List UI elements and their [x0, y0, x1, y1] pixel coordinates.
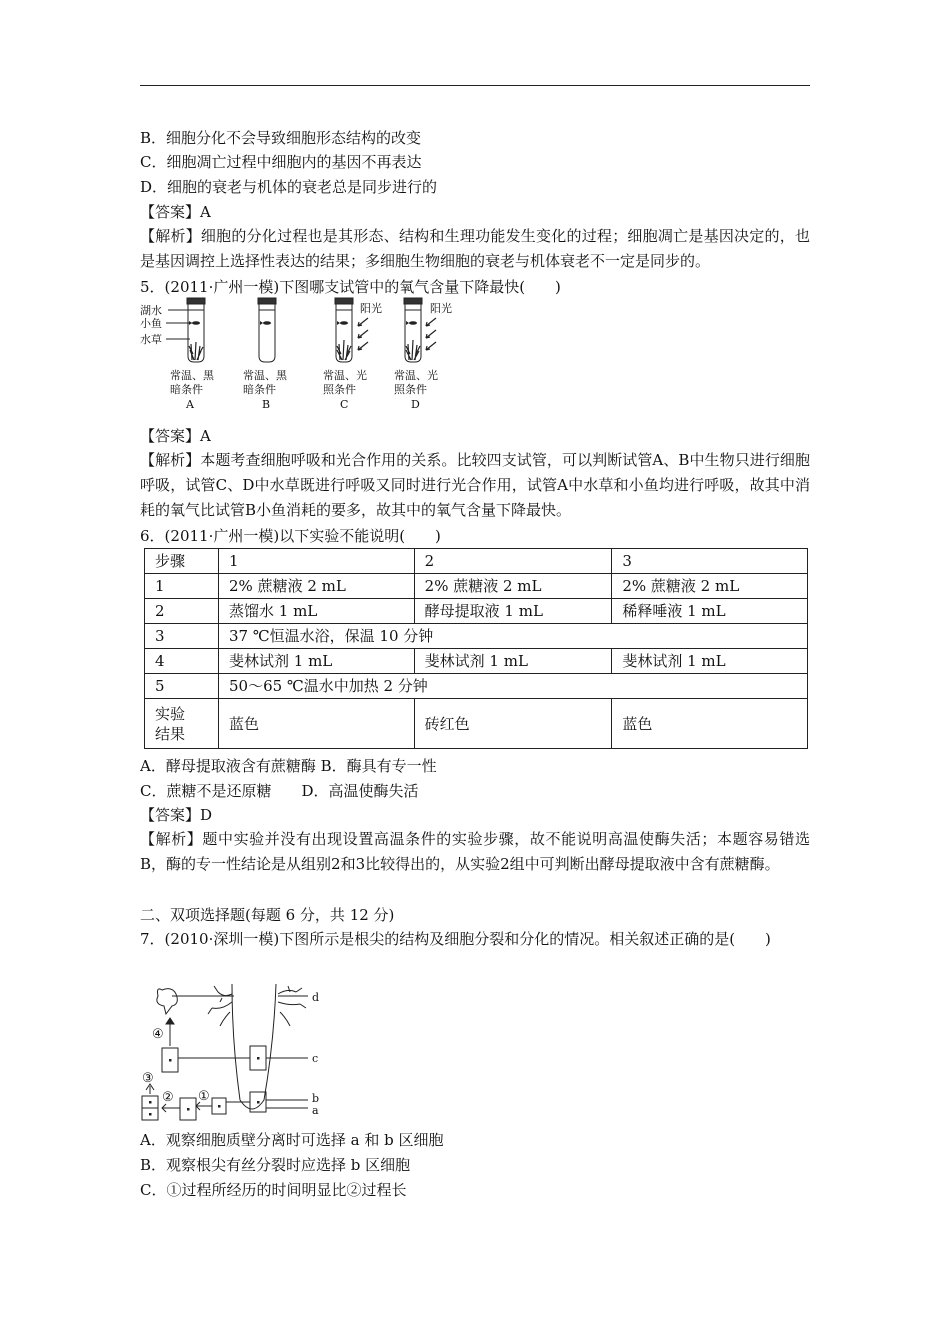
- tube-d-condition-1: 常温、光: [394, 369, 438, 382]
- zone-d-label: d: [312, 991, 320, 1004]
- table-cell: 斐林试剂 1 mL: [612, 649, 808, 674]
- table-cell: 步骤: [145, 549, 219, 574]
- q5-answer: 【答案】A: [140, 427, 211, 445]
- zone-a-label: a: [312, 1104, 319, 1117]
- tube-c-condition-2: 照条件: [323, 383, 356, 396]
- table-cell: 稀释唾液 1 mL: [612, 599, 808, 624]
- tube-d-cap: [404, 298, 422, 304]
- q4-option-c: C．细胞凋亡过程中细胞内的基因不再表达: [140, 153, 422, 171]
- table-cell: 50～65 ℃温水中加热 2 分钟: [219, 674, 808, 699]
- test-tube-b: [259, 302, 275, 362]
- table-cell: 酵母提取液 1 mL: [414, 599, 612, 624]
- process-2-label: ②: [162, 1090, 174, 1105]
- table-row: [145, 674, 808, 699]
- fish-icons: [189, 321, 417, 325]
- table-cell: 蓝色: [219, 699, 415, 749]
- tube-c-condition-1: 常温、光: [323, 369, 367, 382]
- table-cell: 3: [612, 549, 808, 574]
- table-cell: 1: [145, 574, 219, 599]
- zone-b-label: b: [312, 1092, 320, 1105]
- table-cell: 蒸馏水 1 mL: [219, 599, 415, 624]
- water-weed-icons: [189, 340, 420, 360]
- q6-analysis: 【解析】题中实验并没有出现设置高温条件的实验步骤，故不能说明高温使酶失活；本题容易错选B，酶的专一性结论是从组别2和3比较得出的，从实验2组中可判断出酵母提取液中含有蔗糖酶。: [140, 830, 810, 873]
- q6-stem: 6．(2011·广州一模)以下实验不能说明( ): [140, 527, 441, 545]
- table-cell: 2% 蔗糖液 2 mL: [219, 574, 415, 599]
- table-cell: 5: [145, 674, 219, 699]
- tube-d-condition-2: 照条件: [394, 383, 427, 396]
- table-cell: 1: [219, 549, 415, 574]
- q5-test-tube-figure: [140, 296, 470, 414]
- table-row: [145, 574, 808, 599]
- table-row: [145, 649, 808, 674]
- result-label-line-2: 结果: [155, 724, 186, 743]
- experiment-table: [144, 548, 808, 749]
- test-tube-a: [188, 302, 204, 362]
- label-water-weed: 水草: [140, 333, 162, 346]
- table-cell: 4: [145, 649, 219, 674]
- tube-a-condition-1: 常温、黑: [170, 369, 214, 382]
- tube-a-cap: [187, 298, 205, 304]
- table-cell: 2% 蔗糖液 2 mL: [414, 574, 612, 599]
- table-cell: 2: [145, 599, 219, 624]
- process-1-label: ①: [198, 1089, 210, 1104]
- label-sunlight-d: 阳光: [430, 302, 452, 315]
- tube-b-condition-2: 暗条件: [243, 383, 276, 396]
- result-label-line-1: 实验: [155, 704, 186, 723]
- table-cell: 37 ℃恒温水浴，保温 10 分钟: [219, 624, 808, 649]
- q7-option-a: A．观察细胞质壁分离时可选择 a 和 b 区细胞: [140, 1131, 444, 1149]
- tube-b-cap: [258, 298, 276, 304]
- tube-b-condition-1: 常温、黑: [243, 369, 287, 382]
- table-cell: 2: [414, 549, 612, 574]
- q6-options-ab: A．酵母提取液含有蔗糖酶 B．酶具有专一性: [140, 757, 437, 775]
- q7-option-b: B．观察根尖有丝分裂时应选择 b 区细胞: [140, 1156, 411, 1174]
- table-cell: 蓝色: [612, 699, 808, 749]
- q5-stem: 5．(2011·广州一模)下图哪支试管中的氧气含量下降最快( ): [140, 278, 561, 296]
- q4-option-d: D．细胞的衰老与机体的衰老总是同步进行的: [140, 178, 438, 196]
- table-cell: 斐林试剂 1 mL: [219, 649, 415, 674]
- table-cell: 斐林试剂 1 mL: [414, 649, 612, 674]
- q6-options-cd: C．蔗糖不是还原糖 D．高温使酶失活: [140, 782, 419, 800]
- label-sunlight-c: 阳光: [360, 302, 382, 315]
- tube-d-letter: D: [411, 398, 420, 411]
- table-cell-result-label: [145, 699, 219, 749]
- tube-c-letter: C: [340, 398, 349, 411]
- zone-c-label: c: [312, 1052, 319, 1065]
- differentiated-cell: [157, 989, 177, 1014]
- process-4-label: ④: [152, 1027, 164, 1042]
- table-cell: 2% 蔗糖液 2 mL: [612, 574, 808, 599]
- header-rule: [140, 85, 810, 86]
- q4-option-b: B．细胞分化不会导致细胞形态结构的改变: [140, 129, 422, 147]
- tube-a-condition-2: 暗条件: [170, 383, 203, 396]
- label-fish: 小鱼: [140, 317, 162, 330]
- table-row: [145, 599, 808, 624]
- process-3-label: ③: [142, 1071, 154, 1086]
- label-lake-water: 湖水: [140, 304, 162, 317]
- table-cell: 砖红色: [414, 699, 612, 749]
- q6-answer: 【答案】D: [140, 806, 213, 824]
- tube-b-letter: B: [262, 398, 271, 411]
- q7-option-c: C．①过程所经历的时间明显比②过程长: [140, 1181, 407, 1199]
- tube-a-letter: A: [186, 398, 194, 411]
- q5-analysis: 【解析】本题考查细胞呼吸和光合作用的关系。比较四支试管，可以判断试管A、B中生物只进行细胞呼吸，试管C、D中水草既进行呼吸又同时进行光合作用，试管A中水草和小鱼均进行呼吸，故其中消耗的氧气比试管B小鱼消耗的要多，故其中的氧气含量下降最快。: [140, 451, 810, 519]
- q7-root-tip-figure: [140, 982, 340, 1122]
- tube-c-cap: [335, 298, 353, 304]
- table-row: [145, 699, 808, 749]
- table-row: [145, 549, 808, 574]
- q4-answer: 【答案】A: [140, 203, 211, 221]
- section-title: 二、双项选择题(每题 6 分，共 12 分): [140, 906, 395, 924]
- table-row: [145, 624, 808, 649]
- q7-stem: 7．(2010·深圳一模)下图所示是根尖的结构及细胞分裂和分化的情况。相关叙述正确的是( ): [140, 930, 771, 948]
- table-cell: 3: [145, 624, 219, 649]
- sunlight-arrows: [358, 318, 436, 350]
- q4-analysis: 【解析】细胞的分化过程也是其形态、结构和生理功能发生变化的过程；细胞凋亡是基因决定的，也是基因调控上选择性表达的结果；多细胞生物细胞的衰老与机体衰老不一定是同步的。: [140, 227, 810, 270]
